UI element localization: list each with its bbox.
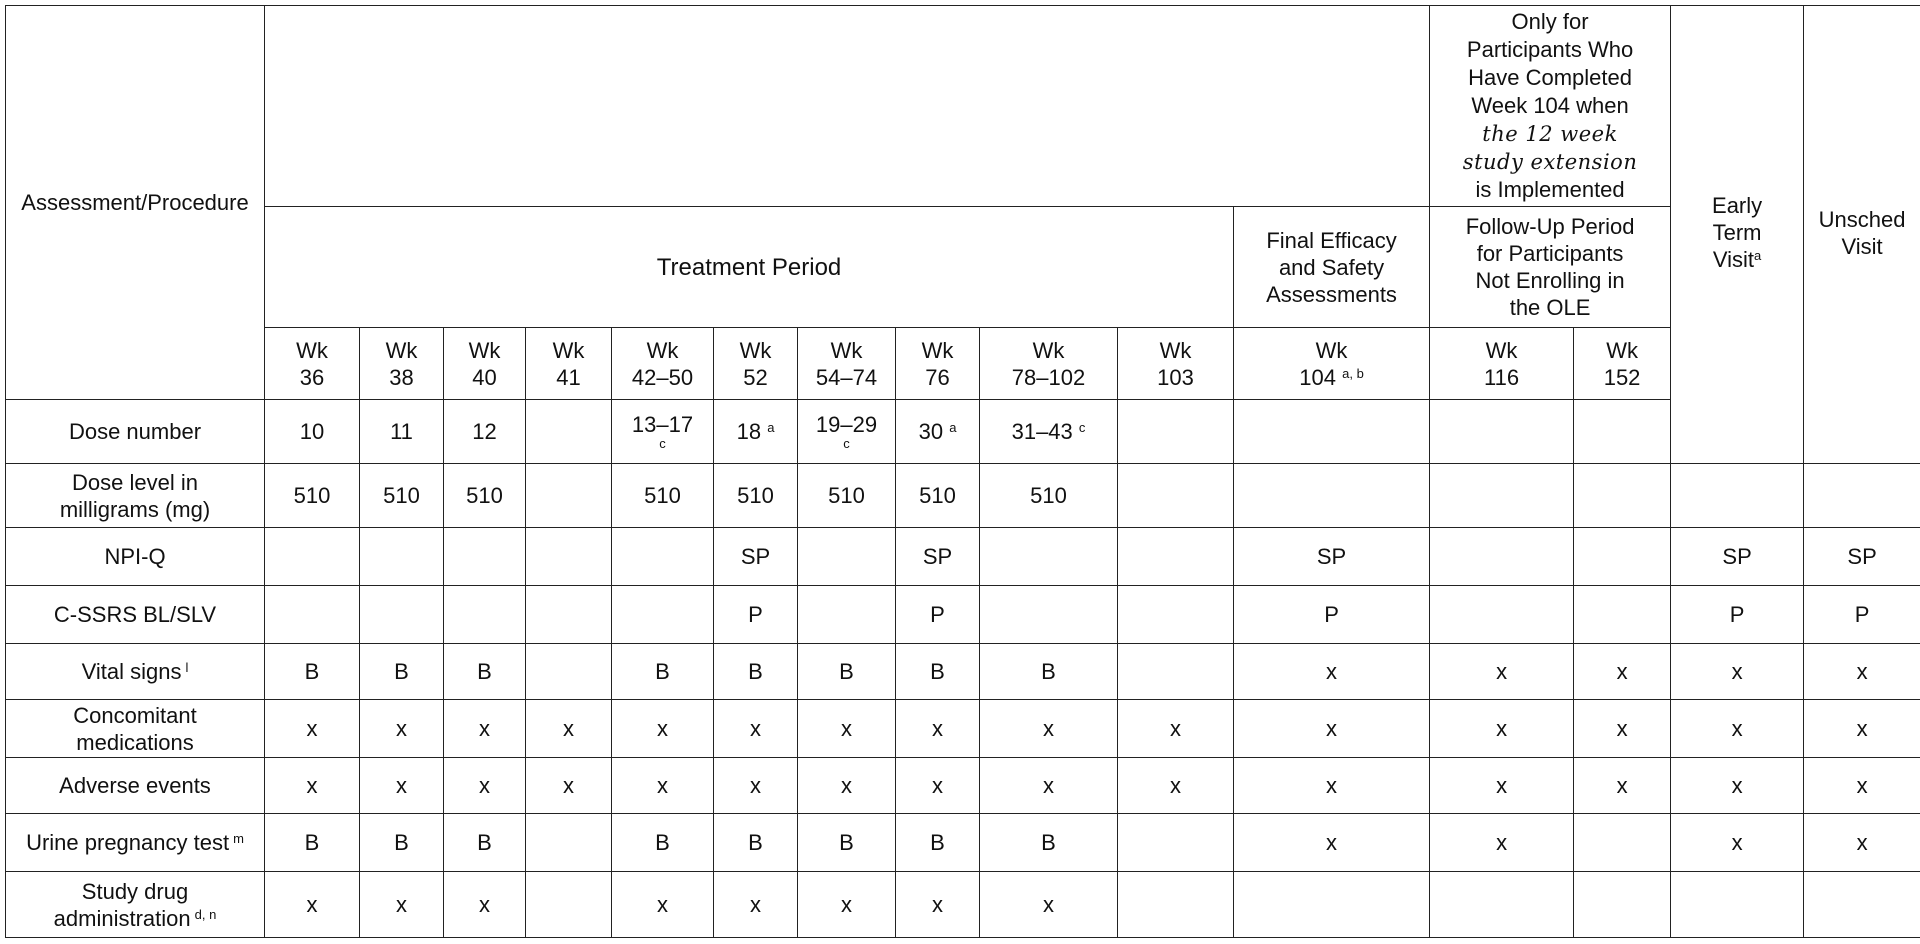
dose-number-cell <box>1234 400 1430 464</box>
assessment-cell <box>1574 872 1671 938</box>
week-header: Wk 38 <box>360 328 444 400</box>
week-header: Wk 40 <box>444 328 526 400</box>
dose-number-cell: 13–17 c <box>612 400 714 464</box>
week-header: Wk 54–74 <box>798 328 896 400</box>
dose-number-cell: 12 <box>444 400 526 464</box>
assessment-cell <box>360 586 444 644</box>
dose-level-cell: 510 <box>896 464 980 528</box>
assessment-cell: P <box>896 586 980 644</box>
assessment-cell: x <box>444 700 526 758</box>
assessment-cell: x <box>444 758 526 814</box>
assessment-cell: x <box>714 872 798 938</box>
assessment-cell <box>265 528 360 586</box>
assessment-cell <box>1118 872 1234 938</box>
assessment-cell: x <box>980 758 1118 814</box>
assessment-cell: x <box>360 700 444 758</box>
assessment-cell: B <box>612 814 714 872</box>
assessment-row <box>6 758 1920 814</box>
assessment-cell <box>1574 586 1671 644</box>
dose-number-cell <box>1430 400 1574 464</box>
assessment-cell: B <box>798 644 896 700</box>
assessment-cell: x <box>1234 700 1430 758</box>
blank-top-header <box>265 6 1430 207</box>
assessment-cell <box>444 528 526 586</box>
week-header: Wk 52 <box>714 328 798 400</box>
assessment-cell <box>1574 528 1671 586</box>
assessment-cell: B <box>265 814 360 872</box>
assessment-row <box>6 528 1920 586</box>
assessment-cell: x <box>1574 758 1671 814</box>
assessment-cell <box>526 644 612 700</box>
dose-number-cell: 31–43 $^c$ <box>980 400 1118 464</box>
assessment-cell: B <box>265 644 360 700</box>
assessment-cell <box>612 528 714 586</box>
assessment-cell <box>360 528 444 586</box>
header-row-top <box>6 6 1920 207</box>
assessment-cell: P <box>1234 586 1430 644</box>
dose-level-cell: 510 <box>360 464 444 528</box>
assessment-cell: x <box>1574 700 1671 758</box>
week-header: Wk 76 <box>896 328 980 400</box>
assessment-rows <box>6 528 1920 938</box>
assessment-cell: x <box>896 758 980 814</box>
assessment-cell: B <box>714 814 798 872</box>
assessment-cell: B <box>714 644 798 700</box>
assessment-cell: x <box>612 700 714 758</box>
assessment-cell <box>1804 872 1920 938</box>
dose-number-cell <box>526 400 612 464</box>
week-header: Wk 152 <box>1574 328 1671 400</box>
assessment-cell <box>612 586 714 644</box>
assessment-cell <box>265 586 360 644</box>
week-header: Wk 36 <box>265 328 360 400</box>
assessment-label: Adverse events <box>6 758 265 814</box>
assessment-cell <box>444 586 526 644</box>
assessment-cell: x <box>798 758 896 814</box>
assessment-cell: x <box>526 700 612 758</box>
assessment-label: C-SSRS BL/SLV <box>6 586 265 644</box>
assessment-cell: x <box>1574 644 1671 700</box>
week-header: Wk 42–50 <box>612 328 714 400</box>
assessment-cell: x <box>1430 758 1574 814</box>
assessment-cell: x <box>714 700 798 758</box>
early-term-visit-header: Early Term Visit$^a$ <box>1671 6 1804 464</box>
assessment-cell: x <box>444 872 526 938</box>
dose-level-cell <box>1671 464 1804 528</box>
week-header: Wk 78–102 <box>980 328 1118 400</box>
assessment-cell: SP <box>896 528 980 586</box>
header-row-period <box>6 207 1920 328</box>
dose-level-label: Dose level in milligrams (mg) <box>6 464 265 528</box>
assessment-cell <box>1234 872 1430 938</box>
assessment-cell: B <box>896 644 980 700</box>
unsched-visit-header: Unsched Visit <box>1804 6 1920 464</box>
assessment-cell: x <box>1671 758 1804 814</box>
assessment-cell: B <box>896 814 980 872</box>
assessment-cell: B <box>980 814 1118 872</box>
assessment-cell <box>1118 586 1234 644</box>
assessment-label: Concomitant medications <box>6 700 265 758</box>
assessment-cell <box>526 528 612 586</box>
dose-level-cell <box>526 464 612 528</box>
dose-level-cell <box>1804 464 1920 528</box>
assessment-cell: B <box>360 644 444 700</box>
followup-period-header: Follow-Up Period for Participants Not Enrolling in the OLE <box>1430 207 1671 328</box>
assessment-cell: SP <box>1804 528 1920 586</box>
assessment-cell: x <box>798 872 896 938</box>
assessment-cell: SP <box>714 528 798 586</box>
dose-level-cell <box>1430 464 1574 528</box>
assessment-cell: x <box>1430 700 1574 758</box>
dose-number-cell <box>1118 400 1234 464</box>
dose-number-cell: 18 $^a$ <box>714 400 798 464</box>
assessment-cell <box>1574 814 1671 872</box>
assessment-row <box>6 586 1920 644</box>
dose-level-cell: 510 <box>980 464 1118 528</box>
dose-level-row <box>6 464 1920 528</box>
assessment-cell: x <box>714 758 798 814</box>
week-header: Wk 103 <box>1118 328 1234 400</box>
assessment-row <box>6 700 1920 758</box>
dose-number-cell: 10 <box>265 400 360 464</box>
dose-level-cell <box>1574 464 1671 528</box>
assessment-cell: SP <box>1234 528 1430 586</box>
assessment-cell: B <box>360 814 444 872</box>
assessment-cell: B <box>980 644 1118 700</box>
assessment-cell: x <box>1804 644 1920 700</box>
assessment-cell: x <box>798 700 896 758</box>
assessment-cell: x <box>1234 814 1430 872</box>
week-header: Wk 104 $^{a, b}$ <box>1234 328 1430 400</box>
assessment-cell <box>980 528 1118 586</box>
assessment-label: NPI-Q <box>6 528 265 586</box>
assessment-cell: x <box>265 700 360 758</box>
schedule-of-activities-table <box>5 5 1920 938</box>
dose-level-cell <box>1118 464 1234 528</box>
assessment-cell: x <box>612 758 714 814</box>
dose-number-cell: 30 $^a$ <box>896 400 980 464</box>
assessment-cell <box>526 814 612 872</box>
dose-number-cell: 11 <box>360 400 444 464</box>
assessment-cell: x <box>1234 644 1430 700</box>
dose-number-cell: 19–29 c <box>798 400 896 464</box>
assessment-cell: x <box>1804 700 1920 758</box>
assessment-cell <box>1118 814 1234 872</box>
assessment-cell: B <box>444 644 526 700</box>
assessment-cell <box>1118 644 1234 700</box>
assessment-cell: x <box>896 700 980 758</box>
assessment-cell: x <box>265 872 360 938</box>
assessment-cell: x <box>1118 758 1234 814</box>
assessment-cell <box>526 586 612 644</box>
assessment-label: Vital signs $^l$ <box>6 644 265 700</box>
dose-level-cell: 510 <box>612 464 714 528</box>
assessment-cell: x <box>1430 644 1574 700</box>
assessment-cell: x <box>980 872 1118 938</box>
assessment-cell: x <box>1118 700 1234 758</box>
assessment-cell: B <box>612 644 714 700</box>
assessment-cell <box>1430 586 1574 644</box>
assessment-cell: B <box>798 814 896 872</box>
assessment-row <box>6 814 1920 872</box>
assessment-cell <box>526 872 612 938</box>
assessment-cell <box>980 586 1118 644</box>
week-header: Wk 41 <box>526 328 612 400</box>
assessment-cell: P <box>1804 586 1920 644</box>
ole-only-header: Only for Participants Who Have Completed Week 104 when the 12 week study extension is Implemented <box>1430 6 1671 207</box>
assessment-cell: B <box>444 814 526 872</box>
assessment-cell <box>1671 872 1804 938</box>
assessment-cell <box>798 586 896 644</box>
week-header: Wk 116 <box>1430 328 1574 400</box>
assessment-procedure-header: Assessment/Procedure <box>6 6 265 400</box>
assessment-cell: x <box>1804 758 1920 814</box>
assessment-row <box>6 872 1920 938</box>
assessment-row <box>6 644 1920 700</box>
dose-level-cell: 510 <box>714 464 798 528</box>
dose-level-cell: 510 <box>444 464 526 528</box>
final-efficacy-header: Final Efficacy and Safety Assessments <box>1234 207 1430 328</box>
dose-number-cell <box>1574 400 1671 464</box>
treatment-period-header: Treatment Period <box>265 207 1234 328</box>
assessment-cell: x <box>1234 758 1430 814</box>
assessment-cell <box>1430 528 1574 586</box>
weeks-row <box>6 328 1920 400</box>
assessment-cell: P <box>1671 586 1804 644</box>
assessment-cell: x <box>896 872 980 938</box>
assessment-cell: x <box>360 872 444 938</box>
dose-level-cell: 510 <box>265 464 360 528</box>
assessment-cell: x <box>1804 814 1920 872</box>
assessment-cell: x <box>265 758 360 814</box>
assessment-cell: x <box>360 758 444 814</box>
assessment-cell <box>798 528 896 586</box>
assessment-cell: P <box>714 586 798 644</box>
assessment-label: Urine pregnancy test $^m$ <box>6 814 265 872</box>
dose-level-cell: 510 <box>798 464 896 528</box>
assessment-cell <box>1430 872 1574 938</box>
dose-level-cell <box>1234 464 1430 528</box>
assessment-cell <box>1118 528 1234 586</box>
assessment-label: Study drug administration $^{d, n}$ <box>6 872 265 938</box>
assessment-cell: x <box>1671 814 1804 872</box>
assessment-cell: x <box>612 872 714 938</box>
assessment-cell: SP <box>1671 528 1804 586</box>
dose-number-label: Dose number <box>6 400 265 464</box>
assessment-cell: x <box>980 700 1118 758</box>
assessment-cell: x <box>1671 644 1804 700</box>
dose-number-row <box>6 400 1920 464</box>
assessment-cell: x <box>1671 700 1804 758</box>
assessment-cell: x <box>526 758 612 814</box>
assessment-cell: x <box>1430 814 1574 872</box>
